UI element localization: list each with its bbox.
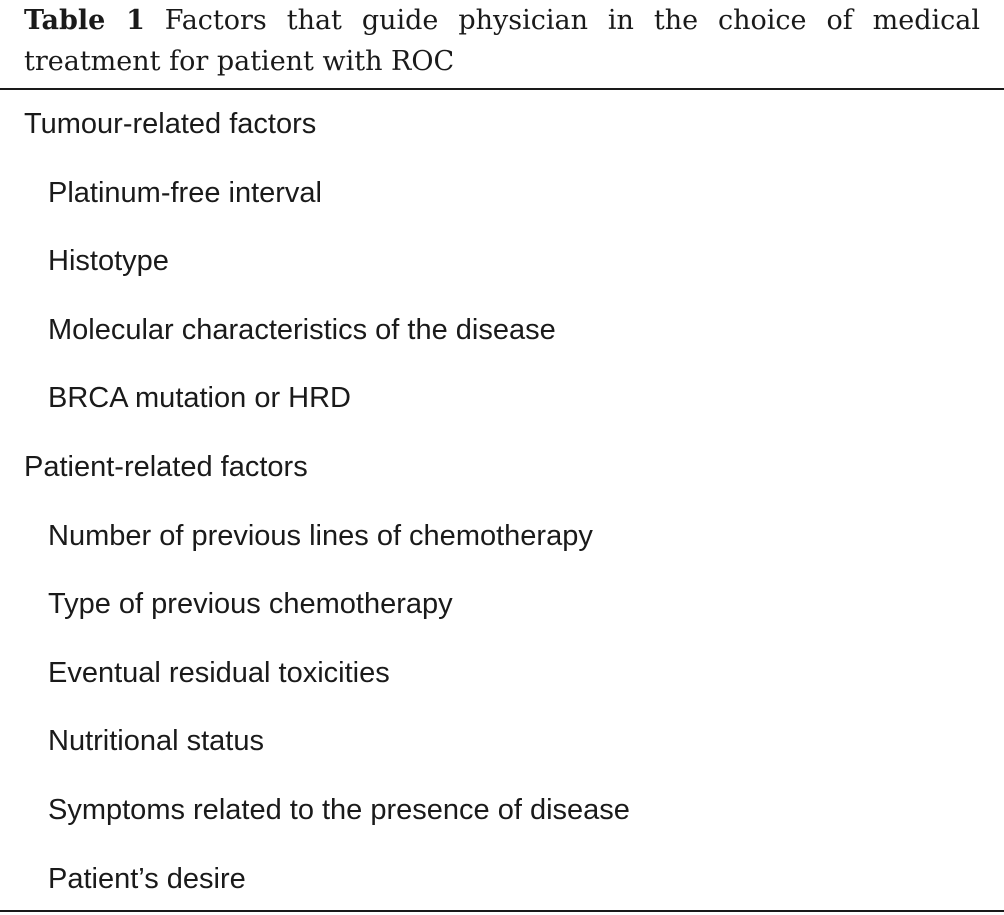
- table-row: Symptoms related to the presence of disease: [48, 794, 630, 826]
- table-row: Eventual residual toxicities: [48, 656, 390, 689]
- table-row: BRCA mutation or HRD: [48, 382, 351, 415]
- table-row: Number of previous lines of chemotherapy: [48, 519, 593, 552]
- table-row-group-patient: Patient-related factors: [24, 451, 308, 483]
- table-row: Platinum-free interval: [48, 176, 322, 209]
- table-caption-text: Factors that guide physician in the choice of medical treatment for patient with ROC: [24, 5, 980, 77]
- table-row: Patient’s desire: [48, 862, 246, 895]
- table-row: Histotype: [48, 245, 169, 278]
- table-bottom-rule: [0, 910, 1004, 912]
- table-caption: [24, 0, 980, 82]
- table-row-group-tumour: Tumour-related factors: [24, 108, 317, 140]
- table-row: Nutritional status: [48, 725, 264, 758]
- table-label: Table 1: [24, 5, 145, 36]
- table-row: Type of previous chemotherapy: [48, 588, 453, 621]
- table-row: Molecular characteristics of the disease: [48, 313, 556, 346]
